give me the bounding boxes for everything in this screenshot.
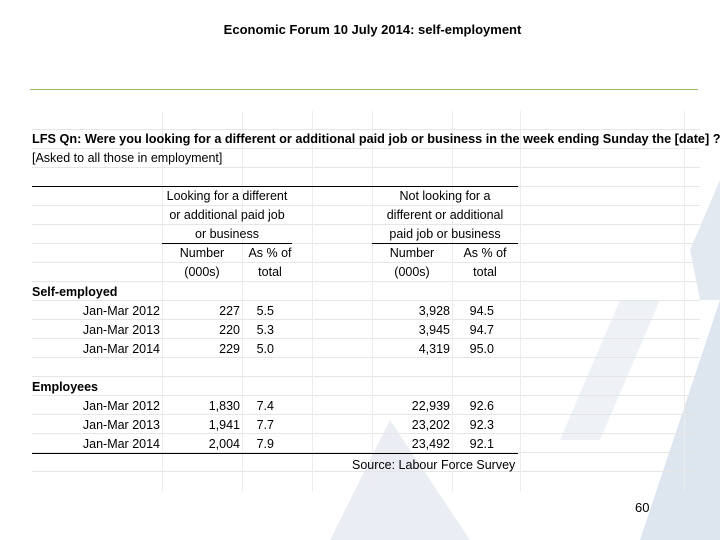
cell-not-looking-percent: 92.1 (469, 437, 494, 451)
grid-row (32, 263, 700, 282)
row-period: Jan-Mar 2014 (82, 437, 160, 451)
cell-looking-number: 1,830 (208, 399, 240, 413)
cell-looking-percent: 5.0 (256, 342, 274, 356)
cell-looking-number: 227 (219, 304, 240, 318)
cell-looking-percent: 7.4 (256, 399, 274, 413)
col-header-number: Number (389, 246, 435, 260)
col-header-number: (000s) (184, 265, 220, 279)
cell-not-looking-number: 23,492 (411, 437, 450, 451)
grid-row (32, 377, 700, 396)
grid-row (32, 111, 700, 130)
cell-not-looking-number: 3,928 (418, 304, 450, 318)
col-header-number: (000s) (394, 265, 430, 279)
grid-row (32, 282, 700, 301)
group-header-not-looking: paid job or business (389, 227, 501, 241)
row-period: Jan-Mar 2013 (82, 323, 160, 337)
cell-looking-number: 2,004 (208, 437, 240, 451)
cell-not-looking-percent: 92.3 (469, 418, 494, 432)
spreadsheet-table (32, 111, 720, 491)
col-header-number: Number (179, 246, 225, 260)
section-label: Employees (32, 380, 99, 394)
group-header-looking: or additional paid job (169, 208, 285, 222)
col-header-percent: As % of (248, 246, 292, 260)
cell-looking-percent: 7.9 (256, 437, 274, 451)
col-header-percent: total (473, 265, 497, 279)
cell-not-looking-number: 23,202 (411, 418, 450, 432)
cell-looking-number: 1,941 (208, 418, 240, 432)
grid-row (32, 187, 700, 206)
grid-col (520, 111, 521, 491)
survey-question: LFS Qn: Were you looking for a different or additional paid job or business in the week ending Sunday the [date] ? (32, 132, 720, 146)
cell-looking-percent: 7.7 (256, 418, 274, 432)
grid-row (32, 168, 700, 187)
slide-title: Economic Forum 10 July 2014: self-employment (223, 22, 522, 37)
cell-not-looking-percent: 94.7 (469, 323, 494, 337)
cell-not-looking-percent: 95.0 (469, 342, 494, 356)
col-header-percent: total (258, 265, 282, 279)
group-header-looking: Looking for a different (166, 189, 288, 203)
grid-row (32, 225, 700, 244)
cell-not-looking-percent: 94.5 (469, 304, 494, 318)
page-number: 60 (635, 500, 650, 515)
cell-looking-number: 220 (219, 323, 240, 337)
cell-looking-number: 229 (219, 342, 240, 356)
group-header-not-looking: Not looking for a (399, 189, 491, 203)
cell-not-looking-number: 22,939 (411, 399, 450, 413)
cell-not-looking-number: 4,319 (418, 342, 450, 356)
survey-note: [Asked to all those in employment] (32, 151, 223, 165)
grid-col (684, 111, 685, 491)
cell-not-looking-percent: 92.6 (469, 399, 494, 413)
row-period: Jan-Mar 2012 (82, 304, 160, 318)
section-label: Self-employed (32, 285, 118, 299)
row-period: Jan-Mar 2012 (82, 399, 160, 413)
cell-looking-percent: 5.5 (256, 304, 274, 318)
group-header-looking: or business (195, 227, 259, 241)
row-period: Jan-Mar 2013 (82, 418, 160, 432)
cell-looking-percent: 5.3 (256, 323, 274, 337)
grid-row (32, 206, 700, 225)
accent-line (30, 89, 698, 90)
cell-not-looking-number: 3,945 (418, 323, 450, 337)
row-period: Jan-Mar 2014 (82, 342, 160, 356)
grid-row (32, 244, 700, 263)
grid-col (312, 111, 313, 491)
source-note: Source: Labour Force Survey (352, 458, 516, 472)
grid-row (32, 358, 700, 377)
group-header-not-looking: different or additional (386, 208, 504, 222)
col-header-percent: As % of (463, 246, 507, 260)
